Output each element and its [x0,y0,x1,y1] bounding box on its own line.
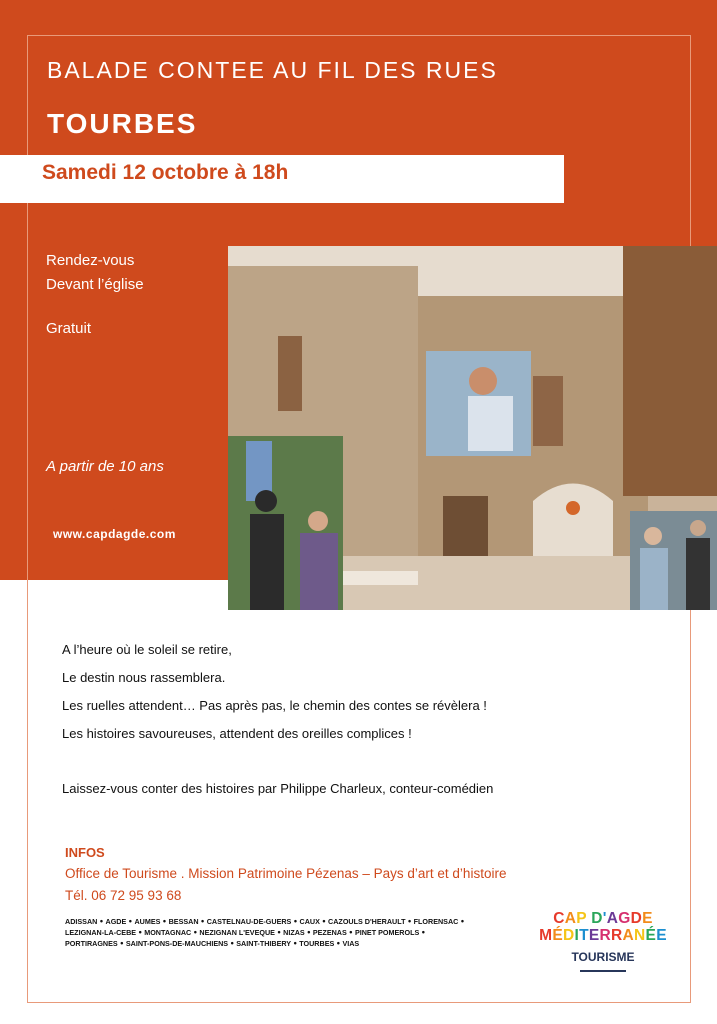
logo-letter: A [564,910,577,927]
logo-letter: D [630,910,643,927]
logo-letter: E [656,927,667,944]
cap-dagde-logo [533,910,673,972]
age-label: A partir de 10 ans [46,458,164,475]
bullet-separator: • [117,938,126,948]
bullet-separator: • [458,916,465,926]
infos-phone: Tél. 06 72 95 93 68 [65,888,182,903]
bullet-separator: • [319,916,329,926]
towns-list [65,916,465,949]
bullet-separator: • [160,916,169,926]
event-place: TOURBES [47,108,198,139]
town-name: TOURBES [299,939,335,948]
town-name: SAINT-THIBERY [236,939,292,948]
bullet-separator: • [346,927,355,937]
logo-letter: D [591,910,603,927]
meeting-label: Rendez-vous [46,252,135,269]
logo-letter: I [574,927,580,944]
bullet-separator: • [198,916,207,926]
bullet-separator: • [304,927,313,937]
photo-collage [228,246,717,610]
logo-letter: C [553,910,565,927]
event-title: BALADE CONTEE AU FIL DES RUES [47,57,498,83]
town-name: AUMES [134,917,161,926]
town-name: NIZAS [283,928,305,937]
town-name: PINET POMEROLS [354,928,420,937]
town-name: PEZENAS [312,928,347,937]
town-name: SAINT-PONS-DE-MAUCHIENS [125,939,229,948]
town-name: CAZOULS D'HERAULT [328,917,406,926]
logo-letter: A [622,927,635,944]
bullet-separator: • [126,916,135,926]
bullet-separator: • [291,938,300,948]
poem-line-1: A l’heure où le soleil se retire, [62,642,232,657]
town-name: MONTAGNAC [144,928,192,937]
town-name: AGDE [105,917,127,926]
website-link[interactable]: www.capdagde.com [53,527,176,541]
logo-letter: ' [602,910,607,927]
logo-letter: É [552,927,564,944]
infos-office: Office de Tourisme . Mission Patrimoine Pézenas – Pays d’art et d’histoire [65,866,507,881]
town-name: PORTIRAGNES [65,939,118,948]
bullet-separator: • [334,938,343,948]
logo-letter: R [611,927,623,944]
bullet-separator: • [291,916,300,926]
town-name: BESSAN [168,917,199,926]
meeting-location: Devant l’église [46,276,144,293]
bullet-separator: • [405,916,414,926]
town-name: FLORENSAC [413,917,459,926]
logo-letter: T [579,927,589,944]
poem-line-2: Le destin nous rassemblera. [62,670,226,685]
town-name: CAUX [299,917,320,926]
logo-letter: G [618,910,631,927]
logo-line-2 [533,927,673,944]
bullet-separator: • [228,938,237,948]
infos-heading: INFOS [65,845,105,860]
logo-letter: R [599,927,612,944]
poem-line-3: Les ruelles attendent… Pas après pas, le chemin des contes se révèlera ! [62,698,487,713]
logo-letter: E [642,910,653,927]
poem-line-4: Les histoires savoureuses, attendent des oreilles complices ! [62,726,412,741]
logo-letter: D [563,927,575,944]
town-name: VIAS [342,939,360,948]
town-name: NEZIGNAN L'EVEQUE [199,928,275,937]
bullet-separator: • [274,927,284,937]
logo-letter: E [588,927,600,944]
bullet-separator: • [191,927,200,937]
bullet-separator: • [136,927,145,937]
logo-letter: É [645,927,657,944]
town-name: LEZIGNAN-LA-CEBE [65,928,137,937]
logo-letter: A [606,910,619,927]
logo-letter: P [576,910,587,927]
town-name: ADISSAN [65,917,98,926]
village-street-photo [228,246,717,610]
storyteller-line: Laissez-vous conter des histoires par Philippe Charleux, conteur-comédien [62,781,494,796]
price-label: Gratuit [46,320,92,337]
bullet-separator: • [97,916,106,926]
logo-line-1 [533,910,673,927]
logo-line-3: TOURISME [571,950,635,964]
event-date: Samedi 12 octobre à 18h [42,161,289,184]
logo-letter: N [634,927,646,944]
town-name: CASTELNAU-DE-GUERS [206,917,292,926]
bullet-separator: • [419,927,425,937]
logo-underline [580,970,626,972]
logo-letter: M [539,927,553,944]
